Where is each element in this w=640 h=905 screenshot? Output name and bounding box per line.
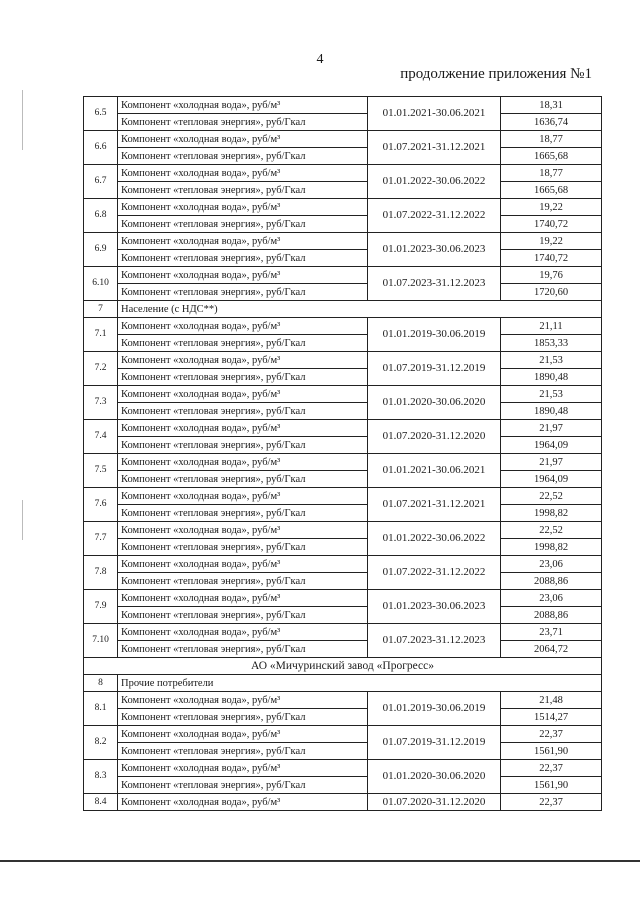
period-cell: 01.01.2019-30.06.2019 [368, 692, 501, 726]
tariff-table [83, 96, 602, 811]
period-cell: 01.01.2022-30.06.2022 [368, 165, 501, 199]
water-tariff-value: 21,97 [501, 454, 602, 471]
table-row [84, 471, 602, 488]
row-number: 8.4 [84, 794, 118, 811]
component-heat-label: Компонент «тепловая энергия», руб/Гкал [118, 216, 368, 233]
water-tariff-value: 23,71 [501, 624, 602, 641]
table-row [84, 148, 602, 165]
table-row [84, 573, 602, 590]
table-row [84, 403, 602, 420]
table-row [84, 284, 602, 301]
component-water-label: Компонент «холодная вода», руб/м³ [118, 131, 368, 148]
component-water-label: Компонент «холодная вода», руб/м³ [118, 318, 368, 335]
table-row [84, 386, 602, 403]
water-tariff-value: 21,48 [501, 692, 602, 709]
table-row [84, 794, 602, 811]
component-heat-label: Компонент «тепловая энергия», руб/Гкал [118, 777, 368, 794]
period-cell: 01.01.2020-30.06.2020 [368, 760, 501, 794]
section-row [84, 675, 602, 692]
table-row [84, 352, 602, 369]
table-row [84, 607, 602, 624]
table-row [84, 590, 602, 607]
component-water-label: Компонент «холодная вода», руб/м³ [118, 692, 368, 709]
table-row [84, 182, 602, 199]
row-number: 7.3 [84, 386, 118, 420]
period-cell: 01.01.2019-30.06.2019 [368, 318, 501, 352]
row-number: 7.1 [84, 318, 118, 352]
period-cell: 01.07.2022-31.12.2022 [368, 556, 501, 590]
component-water-label: Компонент «холодная вода», руб/м³ [118, 386, 368, 403]
component-heat-label: Компонент «тепловая энергия», руб/Гкал [118, 471, 368, 488]
water-tariff-value: 19,76 [501, 267, 602, 284]
component-heat-label: Компонент «тепловая энергия», руб/Гкал [118, 539, 368, 556]
period-cell: 01.01.2020-30.06.2020 [368, 386, 501, 420]
water-tariff-value: 23,06 [501, 556, 602, 573]
table-row [84, 420, 602, 437]
component-heat-label: Компонент «тепловая энергия», руб/Гкал [118, 182, 368, 199]
row-number: 7.2 [84, 352, 118, 386]
water-tariff-value: 22,37 [501, 760, 602, 777]
row-number: 7.8 [84, 556, 118, 590]
table-row [84, 165, 602, 182]
row-number: 6.5 [84, 97, 118, 131]
water-tariff-value: 22,52 [501, 522, 602, 539]
water-tariff-value: 18,31 [501, 97, 602, 114]
table-row [84, 505, 602, 522]
heat-tariff-value: 1998,82 [501, 539, 602, 556]
heat-tariff-value: 1998,82 [501, 505, 602, 522]
table-row [84, 488, 602, 505]
table-row [84, 556, 602, 573]
component-water-label: Компонент «холодная вода», руб/м³ [118, 352, 368, 369]
component-water-label: Компонент «холодная вода», руб/м³ [118, 165, 368, 182]
table-row [84, 539, 602, 556]
water-tariff-value: 21,11 [501, 318, 602, 335]
section-row [84, 301, 602, 318]
component-heat-label: Компонент «тепловая энергия», руб/Гкал [118, 437, 368, 454]
component-water-label: Компонент «холодная вода», руб/м³ [118, 420, 368, 437]
water-tariff-value: 21,97 [501, 420, 602, 437]
table-row [84, 233, 602, 250]
water-tariff-value: 18,77 [501, 131, 602, 148]
component-heat-label: Компонент «тепловая энергия», руб/Гкал [118, 505, 368, 522]
water-tariff-value: 22,52 [501, 488, 602, 505]
component-heat-label: Компонент «тепловая энергия», руб/Гкал [118, 369, 368, 386]
component-heat-label: Компонент «тепловая энергия», руб/Гкал [118, 403, 368, 420]
row-number: 6.9 [84, 233, 118, 267]
heat-tariff-value: 1964,09 [501, 471, 602, 488]
table-row [84, 250, 602, 267]
table-row [84, 454, 602, 471]
heat-tariff-value: 1740,72 [501, 216, 602, 233]
component-water-label: Компонент «холодная вода», руб/м³ [118, 556, 368, 573]
period-cell: 01.07.2020-31.12.2020 [368, 794, 501, 811]
component-heat-label: Компонент «тепловая энергия», руб/Гкал [118, 573, 368, 590]
period-cell: 01.01.2021-30.06.2021 [368, 454, 501, 488]
water-tariff-value: 21,53 [501, 352, 602, 369]
heat-tariff-value: 1561,90 [501, 777, 602, 794]
section-title: Прочие потребители [118, 675, 602, 692]
component-water-label: Компонент «холодная вода», руб/м³ [118, 522, 368, 539]
heat-tariff-value: 2088,86 [501, 607, 602, 624]
appendix-continuation-note: продолжение приложения №1 [400, 66, 592, 82]
margin-mark [22, 500, 23, 540]
heat-tariff-value: 1964,09 [501, 437, 602, 454]
page-number: 4 [316, 52, 324, 67]
component-water-label: Компонент «холодная вода», руб/м³ [118, 794, 368, 811]
table-row [84, 318, 602, 335]
table-row [84, 97, 602, 114]
row-number: 7.10 [84, 624, 118, 658]
table-row [84, 369, 602, 386]
tariff-table-body [84, 97, 602, 811]
component-water-label: Компонент «холодная вода», руб/м³ [118, 454, 368, 471]
component-water-label: Компонент «холодная вода», руб/м³ [118, 199, 368, 216]
row-number: 6.7 [84, 165, 118, 199]
table-row [84, 777, 602, 794]
section-number: 8 [84, 675, 118, 692]
row-number: 7.7 [84, 522, 118, 556]
heat-tariff-value: 2064,72 [501, 641, 602, 658]
heat-tariff-value: 1665,68 [501, 182, 602, 199]
period-cell: 01.07.2021-31.12.2021 [368, 488, 501, 522]
footer-rule [0, 860, 640, 862]
row-number: 8.2 [84, 726, 118, 760]
water-tariff-value: 22,37 [501, 726, 602, 743]
organization-row [84, 658, 602, 675]
component-heat-label: Компонент «тепловая энергия», руб/Гкал [118, 607, 368, 624]
water-tariff-value: 21,53 [501, 386, 602, 403]
section-number: 7 [84, 301, 118, 318]
period-cell: 01.01.2022-30.06.2022 [368, 522, 501, 556]
water-tariff-value: 19,22 [501, 199, 602, 216]
component-heat-label: Компонент «тепловая энергия», руб/Гкал [118, 743, 368, 760]
component-water-label: Компонент «холодная вода», руб/м³ [118, 267, 368, 284]
period-cell: 01.07.2021-31.12.2021 [368, 131, 501, 165]
table-row [84, 692, 602, 709]
water-tariff-value: 18,77 [501, 165, 602, 182]
row-number: 7.6 [84, 488, 118, 522]
component-heat-label: Компонент «тепловая энергия», руб/Гкал [118, 641, 368, 658]
table-row [84, 522, 602, 539]
table-row [84, 743, 602, 760]
heat-tariff-value: 1665,68 [501, 148, 602, 165]
period-cell: 01.01.2021-30.06.2021 [368, 97, 501, 131]
period-cell: 01.01.2023-30.06.2023 [368, 233, 501, 267]
component-heat-label: Компонент «тепловая энергия», руб/Гкал [118, 709, 368, 726]
component-heat-label: Компонент «тепловая энергия», руб/Гкал [118, 114, 368, 131]
period-cell: 01.07.2019-31.12.2019 [368, 352, 501, 386]
component-heat-label: Компонент «тепловая энергия», руб/Гкал [118, 250, 368, 267]
heat-tariff-value: 1890,48 [501, 369, 602, 386]
period-cell: 01.07.2023-31.12.2023 [368, 624, 501, 658]
component-water-label: Компонент «холодная вода», руб/м³ [118, 726, 368, 743]
component-heat-label: Компонент «тепловая энергия», руб/Гкал [118, 284, 368, 301]
component-water-label: Компонент «холодная вода», руб/м³ [118, 590, 368, 607]
component-water-label: Компонент «холодная вода», руб/м³ [118, 760, 368, 777]
section-title: Население (с НДС**) [118, 301, 602, 318]
row-number: 7.9 [84, 590, 118, 624]
table-row [84, 114, 602, 131]
row-number: 8.3 [84, 760, 118, 794]
row-number: 7.5 [84, 454, 118, 488]
component-water-label: Компонент «холодная вода», руб/м³ [118, 233, 368, 250]
table-row [84, 199, 602, 216]
heat-tariff-value: 1890,48 [501, 403, 602, 420]
component-heat-label: Компонент «тепловая энергия», руб/Гкал [118, 335, 368, 352]
water-tariff-value: 23,06 [501, 590, 602, 607]
heat-tariff-value: 1514,27 [501, 709, 602, 726]
heat-tariff-value: 1561,90 [501, 743, 602, 760]
water-tariff-value: 19,22 [501, 233, 602, 250]
margin-mark [22, 90, 23, 150]
table-row [84, 216, 602, 233]
table-row [84, 335, 602, 352]
table-row [84, 267, 602, 284]
table-row [84, 624, 602, 641]
water-tariff-value: 22,37 [501, 794, 602, 811]
row-number: 6.8 [84, 199, 118, 233]
row-number: 6.6 [84, 131, 118, 165]
table-row [84, 437, 602, 454]
heat-tariff-value: 1720,60 [501, 284, 602, 301]
row-number: 7.4 [84, 420, 118, 454]
table-row [84, 709, 602, 726]
table-row [84, 760, 602, 777]
table-row [84, 726, 602, 743]
heat-tariff-value: 2088,86 [501, 573, 602, 590]
component-water-label: Компонент «холодная вода», руб/м³ [118, 488, 368, 505]
period-cell: 01.01.2023-30.06.2023 [368, 590, 501, 624]
component-water-label: Компонент «холодная вода», руб/м³ [118, 97, 368, 114]
heat-tariff-value: 1740,72 [501, 250, 602, 267]
period-cell: 01.07.2020-31.12.2020 [368, 420, 501, 454]
organization-name: АО «Мичуринский завод «Прогресс» [84, 658, 602, 675]
row-number: 6.10 [84, 267, 118, 301]
component-heat-label: Компонент «тепловая энергия», руб/Гкал [118, 148, 368, 165]
row-number: 8.1 [84, 692, 118, 726]
table-row [84, 641, 602, 658]
table-row [84, 131, 602, 148]
period-cell: 01.07.2019-31.12.2019 [368, 726, 501, 760]
period-cell: 01.07.2023-31.12.2023 [368, 267, 501, 301]
heat-tariff-value: 1636,74 [501, 114, 602, 131]
heat-tariff-value: 1853,33 [501, 335, 602, 352]
period-cell: 01.07.2022-31.12.2022 [368, 199, 501, 233]
component-water-label: Компонент «холодная вода», руб/м³ [118, 624, 368, 641]
